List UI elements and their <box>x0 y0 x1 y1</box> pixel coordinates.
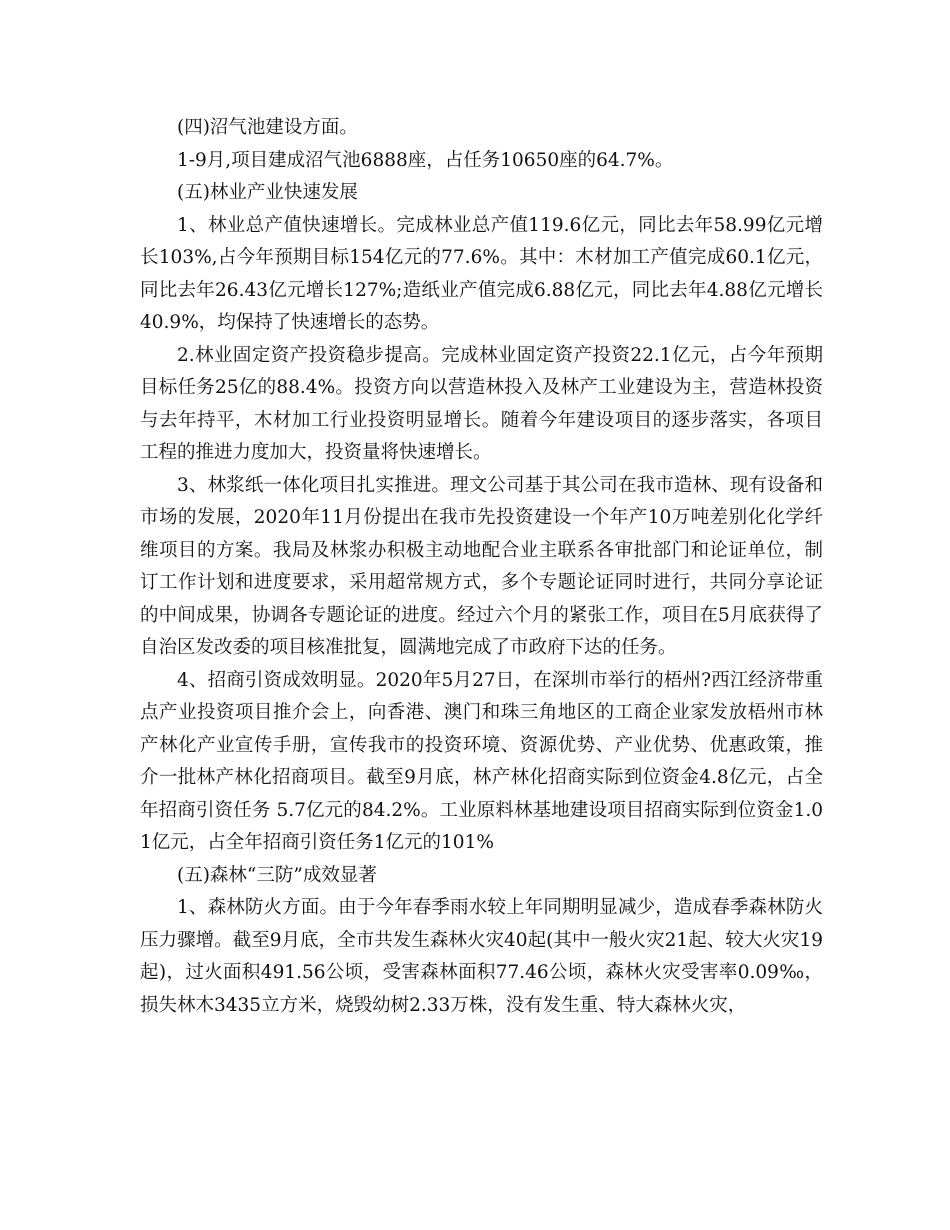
paragraph-investment-attraction: 4、招商引资成效明显。2020年5月27日，在深圳市举行的梧州?西江经济带重点产业投资项目推介会上，向香港、澳门和珠三角地区的工商企业家发放梧州市林产林化产业宣传手册，宣传我市的投资环境、资源优势、产业优势、优惠政策，推介一批林产林化招商项目。截至9月底，林产林化招商实际到位资金4.8亿元，占全年招商引资任务 5.7亿元的84.2%。工业原料林基地建设项目招商实际到位资金1.01亿元，占全年招商引资任务1亿元的101% <box>140 669 823 853</box>
section-heading-biogas: (四)沼气池建设方面。 <box>177 117 358 138</box>
section-heading-forest-three-prevention: (五)森林“三防”成效显著 <box>177 864 377 886</box>
paragraph-fixed-asset-investment: 2.林业固定资产投资稳步提高。完成林业固定资产投资22.1亿元，占今年预期目标任务25亿的88.4%。投资方向以营造林投入及林产工业建设为主，营造林投资与去年持平，木材加工行业投资明显增长。随着今年建设项目的逐步落实，各项目工程的推进力度加大，投资量将快速增长。 <box>140 344 823 463</box>
paragraph-forestry-output: 1、林业总产值快速增长。完成林业总产值119.6亿元，同比去年58.99亿元增长103%,占今年预期目标154亿元的77.6%。其中：木材加工产值完成60.1亿元，同比去年26.43亿元增长127%;造纸业产值完成6.88亿元，同比去年4.88亿元增长40.9%，均保持了快速增长的态势。 <box>140 214 823 333</box>
paragraph-forest-fire-prevention: 1、森林防火方面。由于今年春季雨水较上年同期明显减少，造成春季森林防火压力骤增。截至9月底，全市共发生森林火灾40起(其中一般火灾21起、较大火灾19起)，过火面积491.56公顷，受害森林面积77.46公顷，森林火灾受害率0.09‰，损失林木3435立方米，烧毁幼树2.33万株，没有发生重、特大森林火灾， <box>140 897 823 1016</box>
document-body <box>140 112 823 1022</box>
paragraph-biogas-progress: 1-9月,项目建成沼气池6888座，占任务10650座的64.7%。 <box>177 149 674 171</box>
section-heading-forestry-industry: (五)林业产业快速发展 <box>177 182 358 203</box>
paragraph-forest-pulp-paper-project: 3、林浆纸一体化项目扎实推进。理文公司基于其公司在我市造林、现有设备和市场的发展，2020年11月份提出在我市先投资建设一个年产10万吨差别化化学纤维项目的方案。我局及林浆办积极主动地配合业主联系各审批部门和论证单位，制订工作计划和进度要求，采用超常规方式，多个专题论证同时进行，共同分享论证的中间成果，协调各专题论证的进度。经过六个月的紧张工作，项目在5月底获得了自治区发改委的项目核准批复，圆满地完成了市政府下达的任务。 <box>140 474 823 658</box>
